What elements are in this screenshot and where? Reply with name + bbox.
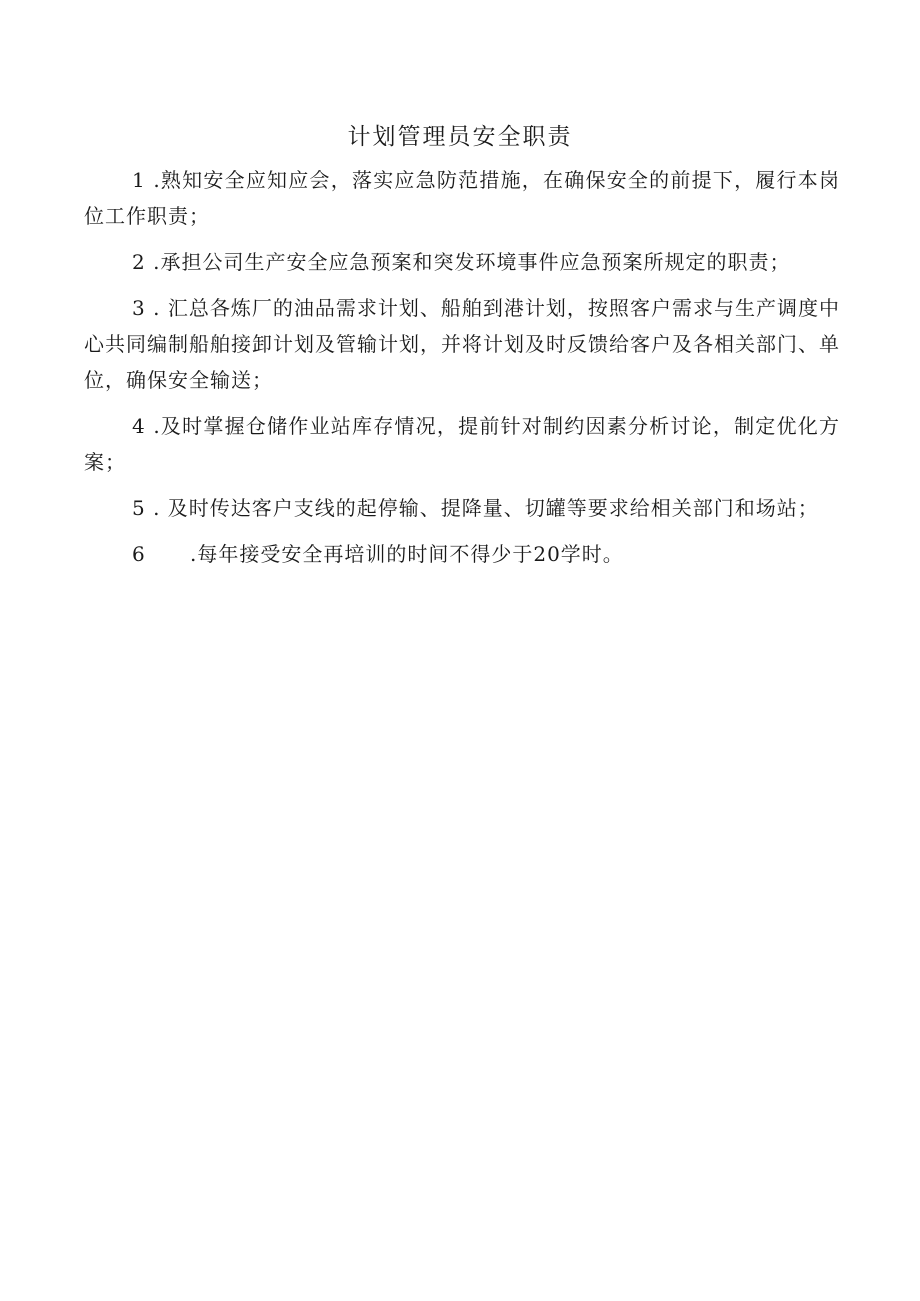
duty-item-5 xyxy=(84,490,840,526)
duty-number: 3 xyxy=(132,296,146,320)
duty-number: 2 xyxy=(132,250,146,274)
duty-item-2 xyxy=(84,244,840,280)
duty-number: 4 xyxy=(132,414,146,438)
duty-number: 5 xyxy=(132,496,146,520)
duty-text: .每年接受安全再培训的时间不得少于20学时。 xyxy=(190,542,624,566)
document-title: 计划管理员安全职责 xyxy=(347,124,573,150)
duty-item-1 xyxy=(84,162,840,234)
duty-text: .熟知安全应知应会，落实应急防范措施，在确保安全的前提下，履行本岗位工作职责； xyxy=(84,168,840,228)
duty-item-6 xyxy=(84,536,840,572)
duty-text: . 及时传达客户支线的起停输、提降量、切罐等要求给相关部门和场站； xyxy=(145,496,819,520)
duty-text: .及时掌握仓储作业站库存情况，提前针对制约因素分析讨论，制定优化方案； xyxy=(84,414,840,474)
duty-text: .承担公司生产安全应急预案和突发环境事件应急预案所规定的职责； xyxy=(145,250,791,274)
duty-item-4 xyxy=(84,408,840,480)
duty-item-3 xyxy=(84,290,840,398)
duty-number: 6 xyxy=(132,542,146,566)
duty-list xyxy=(84,162,840,582)
duty-text: . 汇总各炼厂的油品需求计划、船舶到港计划，按照客户需求与生产调度中心共同编制船舶接卸计划及管输计划，并将计划及时反馈给客户及各相关部门、单位，确保安全输送； xyxy=(84,296,840,392)
duty-number: 1 xyxy=(132,168,146,192)
